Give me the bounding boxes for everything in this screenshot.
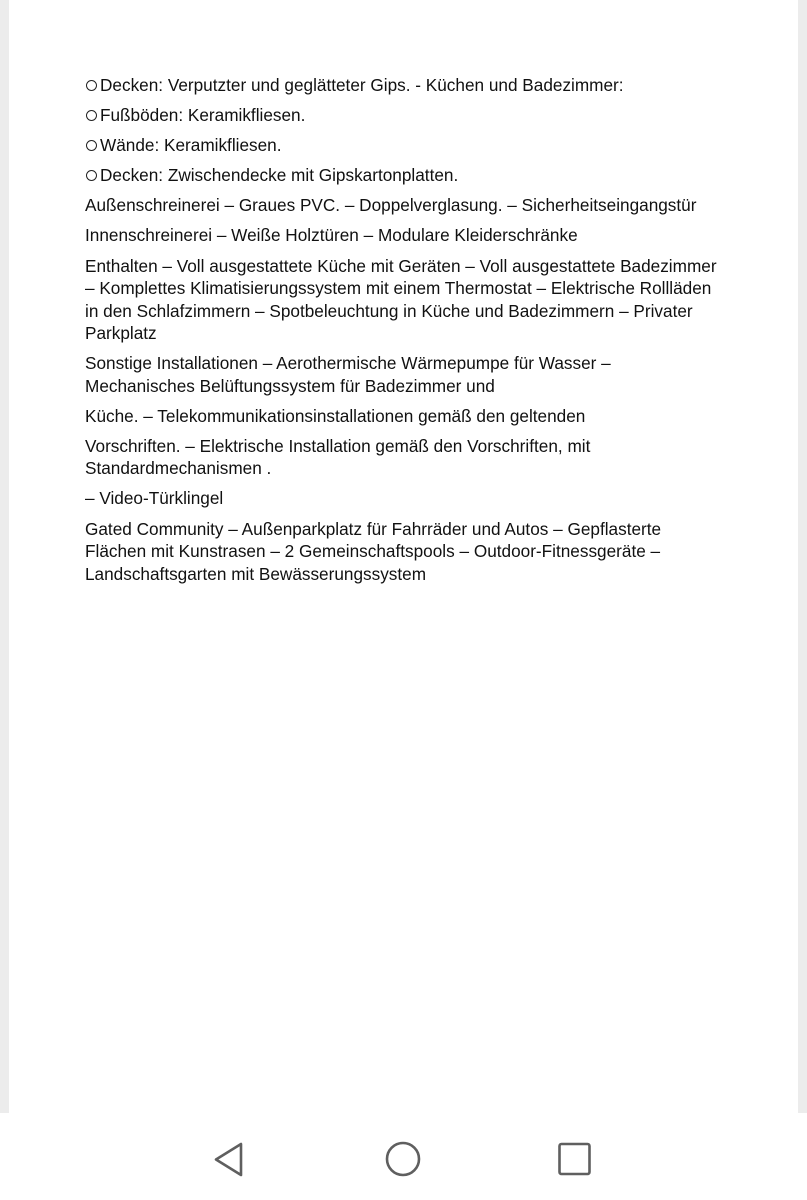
paragraph-video-doorbell: – Video-Türklingel (85, 488, 224, 509)
circle-bullet-icon (86, 140, 97, 151)
back-button[interactable] (211, 1139, 251, 1179)
list-item-text: Fußböden: Keramikfliesen. (100, 105, 306, 126)
navigation-bar (0, 1113, 807, 1200)
list-item-text: Decken: Verputzter und geglätteter Gips. - Küchen und Badezimmer: (100, 75, 624, 95)
paragraph-regulations-electrical: Vorschriften. – Elektrische Installation gemäß den Vorschriften, mit Standardmechanismen . (85, 435, 591, 479)
triangle-back-icon (211, 1139, 251, 1179)
paragraph-other-installations: Sonstige Installationen – Aerothermische Wärmepumpe für Wasser – Mechanisches Belüftungssystem für Badezimmer und (85, 353, 611, 396)
home-button[interactable] (383, 1139, 423, 1179)
paragraph-interior-carpentry: Innenschreinerei – Weiße Holztüren – Modulare Kleiderschränke (85, 225, 578, 246)
circle-bullet-icon (86, 110, 97, 121)
list-item (85, 104, 725, 127)
square-recent-icon (555, 1139, 595, 1179)
circle-bullet-icon (86, 80, 97, 91)
paragraph-kitchen-telecom: Küche. – Telekommunikationsinstallationen gemäß den geltenden (85, 405, 586, 426)
list-item-text: Wände: Keramikfliesen. (100, 135, 282, 156)
circle-home-icon (383, 1139, 423, 1179)
paragraph-gated-community: Gated Community – Außenparkplatz für Fahrräder und Autos – Gepflasterte Flächen mit Kunstrasen – 2 Gemeinschaftspools – Outdoor-Fitnessgeräte – Landschaftsgarten mit Bewässerungssystem (85, 518, 662, 584)
list-item (85, 134, 725, 157)
document-page (9, 0, 798, 1113)
paragraph-exterior-carpentry: Außenschreinerei – Graues PVC. – Doppelverglasung. – Sicherheitseingangstür (85, 195, 697, 216)
recent-apps-button[interactable] (555, 1139, 595, 1179)
document-content (85, 74, 725, 593)
paragraph-included: Enthalten – Voll ausgestattete Küche mit Geräten – Voll ausgestattete Badezimmer – Komplettes Klimatisierungssystem mit einem Thermostat – Elektrische Rollläden in den Schlafzimmern – Spotbeleuchtung in Küche und Badezimmern – Privater Parkplatz (85, 255, 717, 344)
circle-bullet-icon (86, 170, 97, 181)
list-item (85, 74, 725, 97)
list-item-text: Decken: Zwischendecke mit Gipskartonplatten. (100, 165, 459, 186)
list-item (85, 164, 725, 187)
